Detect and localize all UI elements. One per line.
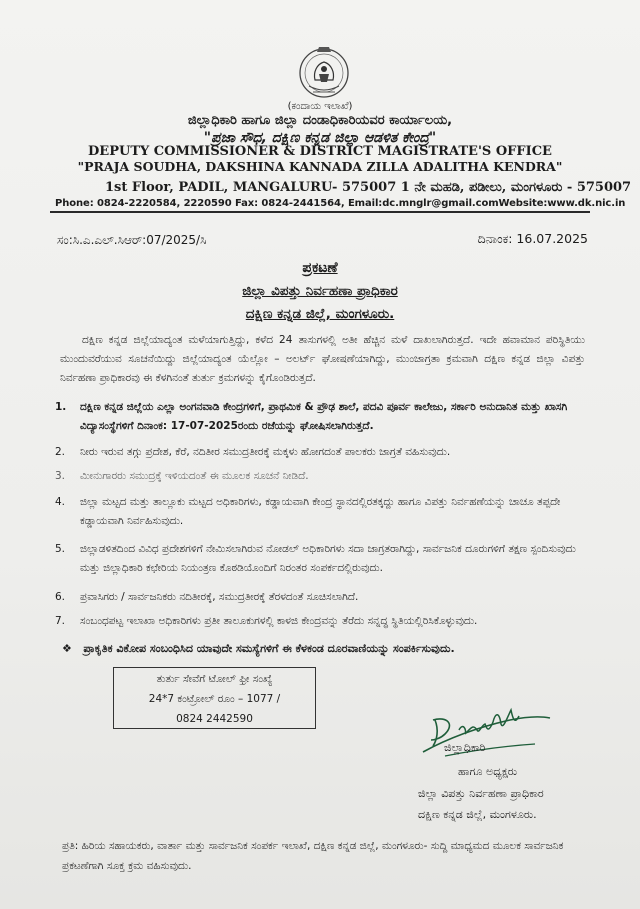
landline-number: 0824 2442590 [176, 713, 253, 725]
complex-name-english: "PRAJA SOUDHA, DAKSHINA KANNADA ZILLA ADALITHA KENDRA" [77, 159, 563, 174]
list-item: 1. ದಕ್ಷಿಣ ಕನ್ನಡ ಜಿಲ್ಲೆಯ ಎಲ್ಲಾ ಅಂಗನವಾಡಿ ಕೇಂದ್ರಗಳಿಗೆ, ಪ್ರಾಥಮಿಕ & ಪ್ರೌಢ ಶಾಲೆ, ಪದವಿ ಪೂರ್ವ ಕಾಲೇಜು, ಸರ್ಕಾರಿ ಅನುದಾನಿತ ಮತ್ತು ಖಾಸಗಿ ವಿದ್ಯಾಸಂಸ್ಥೆಗಳಿಗೆ ದಿನಾಂಕ: 17-07-2025ರಂದು ರಜೆಯನ್ನು ಘೋಷಿಸಲಾಗಿರುತ್ತದೆ. [55, 401, 568, 432]
list-item: 5. ಜಿಲ್ಲಾಡಳಿತದಿಂದ ವಿವಿಧ ಪ್ರದೇಶಗಳಿಗೆ ನೇಮಿಸಲಾಗಿರುವ ನೋಡಲ್ ಅಧಿಕಾರಿಗಳು ಸದಾ ಜಾಗ್ರತರಾಗಿದ್ದು, ಸಾರ್ವಜನಿಕ ದೂರುಗಳಿಗೆ ತಕ್ಷಣ ಸ್ಪಂದಿಸುವುದು ಮತ್ತು ಜಿಲ್ಲಾಧಿಕಾರಿ ಕಛೇರಿಯ ನಿಯಂತ್ರಣ ಕೊಠಡಿಯೊಂದಿಗೆ ನಿರಂತರ ಸಂಪರ್ಕದಲ್ಲಿರುವುದು. [55, 543, 576, 574]
authority-title: ಜಿಲ್ಲಾ ವಿಪತ್ತು ನಿರ್ವಹಣಾ ಪ್ರಾಧಿಕಾರ [242, 283, 398, 299]
toll-free-title: ತುರ್ತು ಸೇವೆಗೆ ಟೋಲ್ ಫ್ರೀ ಸಂಖ್ಯೆ [156, 673, 273, 685]
reference-number: ಸಂ:ಸಿ.ಎ.ಎಲ್.ಸಿಆರ್:07/2025/ಸಿ [57, 233, 207, 247]
list-item: 3. ಮೀನುಗಾರರು ಸಮುದ್ರಕ್ಕೆ ಇಳಿಯದಂತೆ ಈ ಮೂಲಕ ಸೂಚನೆ ನೀಡಿದೆ. [55, 470, 309, 482]
office-name-english: DEPUTY COMMISSIONER & DISTRICT MAGISTRATE'S OFFICE [88, 144, 552, 159]
header-divider [50, 211, 590, 213]
helpline-text: ಪ್ರಾಕೃತಿಕ ವಿಕೋಪ ಸಂಬಂಧಿಸಿದ ಯಾವುದೇ ಸಮಸ್ಯೆಗಳಿಗೆ ಈ ಕೆಳಕಂಡ ದೂರವಾಣಿಯನ್ನು ಸಂಪರ್ಕಿಸುವುದು. [83, 642, 455, 655]
notice-title: ಪ್ರಕಟಣೆ [302, 260, 338, 276]
list-item: 4. ಜಿಲ್ಲಾ ಮಟ್ಟದ ಮತ್ತು ತಾಲ್ಲೂಕು ಮಟ್ಟದ ಅಧಿಕಾರಿಗಳು, ಕಡ್ಡಾಯವಾಗಿ ಕೇಂದ್ರ ಸ್ಥಾನದಲ್ಲಿರತಕ್ಕದ್ದು ಹಾಗೂ ವಿಪತ್ತು ನಿರ್ವಹಣೆಯನ್ನು ಚಾಚೂ ತಪ್ಪದೇ ಕಡ್ಡಾಯವಾಗಿ ನಿರ್ವಹಿಸುವುದು. [55, 496, 561, 527]
signatory-chairman: ಹಾಗೂ ಅಧ್ಯಕ್ಷರು [458, 765, 518, 778]
toll-free-box [113, 667, 316, 729]
control-room-number: 24*7 ಕಂಟ್ರೋಲ್ ರೂಂ – 1077 / [148, 693, 281, 705]
list-item: 7. ಸಂಬಂಧಪಟ್ಟ ಇಲಾಖಾ ಅಧಿಕಾರಿಗಳು ಪ್ರತೀ ತಾಲೂಕುಗಳಲ್ಲಿ ಕಾಳಜಿ ಕೇಂದ್ರವನ್ನು ತೆರೆದು ಸನ್ನದ್ಧ ಸ್ಥಿತಿಯಲ್ಲಿರಿಸಿಕೊಳ್ಳುವುದು. [55, 615, 478, 627]
office-address: 1st Floor, PADIL, MANGALURU- 575007 1 ನೇ ಮಹಡಿ, ಪಡೀಲು, ಮಂಗಳೂರು - 575007 [105, 180, 632, 195]
signatory-district: ದಕ್ಷಿಣ ಕನ್ನಡ ಜಿಲ್ಲೆ, ಮಂಗಳೂರು. [418, 808, 537, 821]
office-name-kannada: ಜಿಲ್ಲಾಧಿಕಾರಿ ಹಾಗೂ ಜಿಲ್ಲಾ ದಂಡಾಧಿಕಾರಿಯವರ ಕಾರ್ಯಾಲಯ, [187, 113, 453, 128]
contact-details: Phone: 0824-2220584, 2220590 Fax: 0824-2441564, Email:dc.mnglr@gmail.comWebsite:www.dk.nic.in [55, 198, 626, 209]
department-name: (ಕಂದಾಯ ಇಲಾಖೆ) [287, 101, 353, 112]
signatory-designation: ಜಿಲ್ಲಾಧಿಕಾರಿ [444, 741, 486, 754]
intro-paragraph: ದಕ್ಷಿಣ ಕನ್ನಡ ಜಿಲ್ಲೆಯಾದ್ಯಂತ ಮಳೆಯಾಗುತ್ತಿದ್ದು, ಕಳೆದ 24 ತಾಸುಗಳಲ್ಲಿ ಅತೀ ಹೆಚ್ಚಿನ ಮಳೆ ದಾಖಲಾಗಿರುತ್ತದೆ. ಇದೇ ಹವಾಮಾನ ಪರಿಸ್ಥಿತಿಯು ಮುಂದುವರೆಯುವ ಸೂಚನೆಯಿದ್ದು ಜಿಲ್ಲೆಯಾದ್ಯಂತ ಯೆಲ್ಲೋ – ಅಲರ್ಟ್ ಘೋಷಣೆಯಾಗಿದ್ದು, ಮುಂಜಾಗ್ರತಾ ಕ್ರಮವಾಗಿ ದಕ್ಷಿಣ ಕನ್ನಡ ಜಿಲ್ಲಾ ವಿಪತ್ತು ನಿರ್ವಹಣಾ ಪ್ರಾಧಿಕಾರವು ಈ ಕೆಳಗಿನಂತೆ ತುರ್ತು ಕ್ರಮಗಳನ್ನು ಕೈಗೊಂಡಿರುತ್ತದೆ. [60, 334, 585, 384]
complex-name-kannada: "ಪ್ರಜಾ ಸೌಧ, ದಕ್ಷಿಣ ಕನ್ನಡ ಜಿಲ್ಲಾ ಆಡಳಿತ ಕೇಂದ್ರ" [203, 130, 437, 146]
list-item: 6. ಪ್ರವಾಸಿಗರು / ಸಾರ್ವಜನಿಕರು ನದಿತೀರಕ್ಕೆ, ಸಮುದ್ರತೀರಕ್ಕೆ ತೆರಳದಂತೆ ಸೂಚಿಸಲಾಗಿದೆ. [55, 591, 359, 603]
notice-date: ದಿನಾಂಕ: 16.07.2025 [477, 231, 588, 246]
bullet-icon: ❖ [62, 642, 72, 655]
signatory-authority: ಜಿಲ್ಲಾ ವಿಪತ್ತು ನಿರ್ವಹಣಾ ಪ್ರಾಧಿಕಾರ [418, 787, 544, 800]
district-title: ದಕ್ಷಿಣ ಕನ್ನಡ ಜಿಲ್ಲೆ, ಮಂಗಳೂರು. [245, 306, 395, 322]
state-emblem-icon [295, 42, 353, 102]
copy-to-note: ಪ್ರತಿ: ಹಿರಿಯ ಸಹಾಯಕರು, ವಾರ್ತಾ ಮತ್ತು ಸಾರ್ವಜನಿಕ ಸಂಪರ್ಕ ಇಲಾಖೆ, ದಕ್ಷಿಣ ಕನ್ನಡ ಜಿಲ್ಲೆ, ಮಂಗಳೂರು- ಸುದ್ದಿ ಮಾಧ್ಯಮದ ಮೂಲಕ ಸಾರ್ವಜನಿಕ ಪ್ರಕಟಣೆಗಾಗಿ ಸೂಕ್ತ ಕ್ರಮ ವಹಿಸುವುದು. [62, 840, 564, 872]
list-item: 2. ನೀರು ಇರುವ ತಗ್ಗು ಪ್ರದೇಶ, ಕೆರೆ, ನದಿತೀರ ಸಮುದ್ರತೀರಕ್ಕೆ ಮಕ್ಕಳು ಹೋಗದಂತೆ ಪಾಲಕರು ಜಾಗ್ರತೆ ವಹಿಸುವುದು. [55, 446, 451, 458]
helpline-note [62, 642, 455, 656]
